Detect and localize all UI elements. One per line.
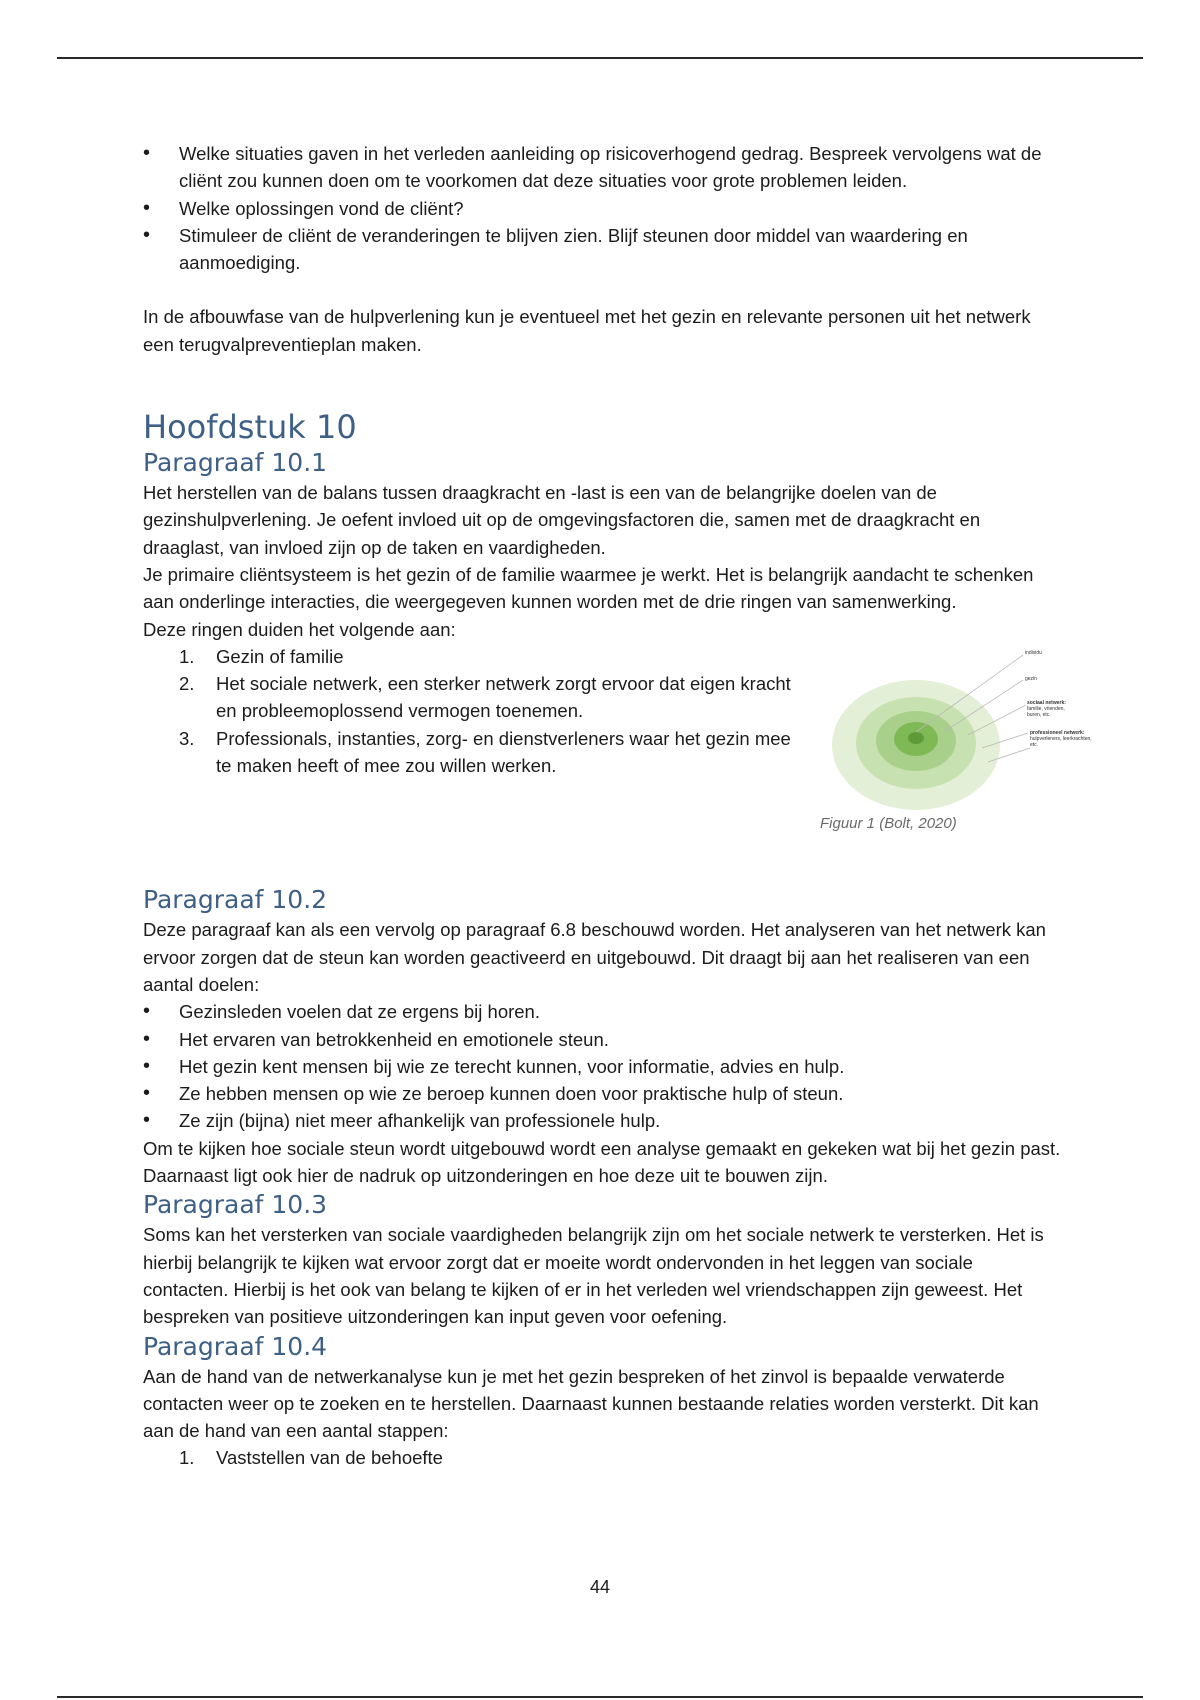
list-item: • Stimuleer de cliënt de veranderingen te blijven zien. Blijf steunen door middel van waardering en aanmoediging. xyxy=(143,222,1063,277)
section-title-10-4: Paragraaf 10.4 xyxy=(143,1331,328,1361)
list-item: • Ze hebben mensen op wie ze beroep kunnen doen voor praktische hulp of steun. xyxy=(143,1080,1063,1107)
footer-rule xyxy=(57,1696,1143,1698)
header-rule xyxy=(57,57,1143,59)
top-bullet-list xyxy=(143,140,1063,276)
figure-caption: Figuur 1 (Bolt, 2020) xyxy=(820,815,957,832)
list-item: 1. Vaststellen van de behoefte xyxy=(179,1447,443,1469)
section-title-10-2: Paragraaf 10.2 xyxy=(143,885,328,915)
list-item: • Welke situaties gaven in het verleden aanleiding op risicoverhogend gedrag. Bespreek vervolgens wat de cliënt zou kunnen doen om te voorkomen dat deze situaties voor grote problemen leiden. xyxy=(143,140,1063,195)
rings-diagram xyxy=(818,640,1148,810)
intro-paragraph: In de afbouwfase van de hulpverlening kun je eventueel met het gezin en relevante personen uit het netwerk een terugvalpreventieplan maken. xyxy=(143,306,1031,355)
section-title-10-1: Paragraaf 10.1 xyxy=(143,448,328,478)
paragraph: Soms kan het versterken van sociale vaardigheden belangrijk zijn om het sociale netwerk te versterken. Het is hierbij belangrijk te kijken wat ervoor zorgt dat er moeite wordt ondervonden in het leggen van sociale contacten. Hierbij is het ook van belang te kijken of er in het verleden wel vriendschappen zijn geweest. Het bespreken van positieve uitzonderingen kan input geven voor oefening. xyxy=(143,1224,1044,1328)
ring-core xyxy=(908,732,924,744)
goals-bullet-list xyxy=(143,998,1063,1134)
list-item: • Het ervaren van betrokkenheid en emotionele steun. xyxy=(143,1026,1063,1053)
paragraph: Deze ringen duiden het volgende aan: xyxy=(143,618,456,640)
list-item: 1. Gezin of familie xyxy=(179,645,344,667)
chapter-title: Hoofdstuk 10 xyxy=(143,408,357,447)
list-item: 2. Het sociale netwerk, een sterker netwerk zorgt ervoor dat eigen kracht en probleemoplossend vermogen toenemen. xyxy=(179,673,791,722)
page-number: 44 xyxy=(589,1577,611,1597)
list-item: • Gezinsleden voelen dat ze ergens bij horen. xyxy=(143,998,1063,1025)
section-title-10-3: Paragraaf 10.3 xyxy=(143,1190,328,1220)
paragraph: Je primaire cliëntsysteem is het gezin of de familie waarmee je werkt. Het is belangrijk aandacht te schenken aan onderlinge interacties, die weergegeven kunnen worden met de drie ringen van samenwerking. xyxy=(143,563,1034,613)
rings-figure xyxy=(818,640,1148,840)
list-item: 3. Professionals, instanties, zorg- en dienstverleners waar het gezin mee te maken heeft of mee zou willen werken. xyxy=(179,727,791,777)
label-sociaal-netwerk: sociaal netwerk: familie, vrienden, buren, etc. xyxy=(1027,700,1066,718)
list-item: • Het gezin kent mensen bij wie ze terecht kunnen, voor informatie, advies en hulp. xyxy=(143,1053,1063,1080)
list-item: • Welke oplossingen vond de cliënt? xyxy=(143,195,1063,222)
rings-list xyxy=(143,643,803,779)
steps-list xyxy=(143,1444,1063,1471)
paragraph: Het herstellen van de balans tussen draagkracht en -last is een van de belangrijke doelen van de gezinshulpverlening. Je oefent invloed uit op de omgevingsfactoren die, samen met de draagkracht en draaglast, van invloed zijn op de taken en vaardigheden. xyxy=(143,482,981,558)
label-individu: individu xyxy=(1025,650,1042,656)
label-professioneel-netwerk: professioneel netwerk: hulpverleners, leerkrachten, etc. xyxy=(1030,730,1092,748)
label-gezin: gezin xyxy=(1025,676,1037,682)
paragraph: Om te kijken hoe sociale steun wordt uitgebouwd wordt een analyse gemaakt en gekeken wat bij het gezin past. Daarnaast ligt ook hier de nadruk op uitzonderingen en hoe deze uit te bouwen zijn. xyxy=(143,1137,1061,1187)
paragraph: Aan de hand van de netwerkanalyse kun je met het gezin bespreken of het zinvol is bepaalde verwaterde contacten weer op te zoeken en te herstellen. Daarnaast kunnen bestaande relaties worden versterkt. Dit kan aan de hand van een aantal stappen: xyxy=(143,1365,1039,1442)
paragraph: Deze paragraaf kan als een vervolg op paragraaf 6.8 beschouwd worden. Het analyseren van het netwerk kan ervoor zorgen dat de steun kan worden geactiveerd en uitgebouwd. Dit draagt bij aan het realiseren van een aantal doelen: xyxy=(143,919,1046,995)
list-item: • Ze zijn (bijna) niet meer afhankelijk van professionele hulp. xyxy=(143,1107,1063,1134)
